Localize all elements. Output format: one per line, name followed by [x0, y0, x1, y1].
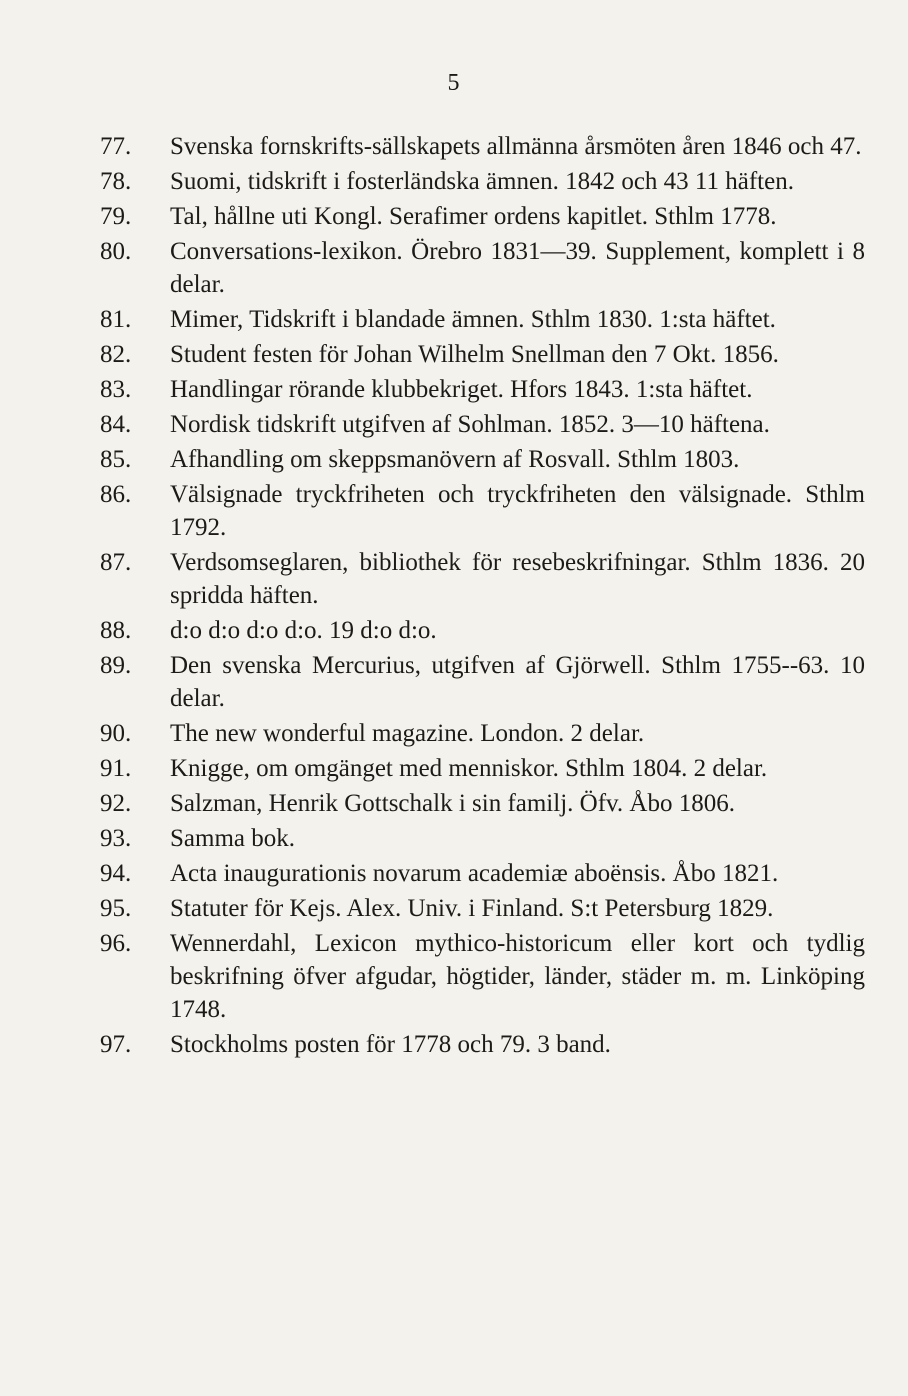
entry-text: Nordisk tidskrift utgifven af Sohlman. 1852. 3—10 häftena. — [170, 411, 770, 438]
entry-text: Verdsomseglaren, bibliothek för resebeskrifningar. Sthlm 1836. 20 spridda häften. — [170, 549, 865, 609]
entry-number: 89. — [100, 652, 132, 679]
entry-number: 81. — [100, 306, 132, 333]
catalog-entry — [100, 892, 865, 925]
catalog-entry — [100, 478, 865, 544]
entry-text: Conversations-lexikon. Örebro 1831—39. Supplement, komplett i 8 delar. — [170, 238, 865, 298]
catalog-entry — [100, 408, 865, 441]
catalog-entry — [100, 857, 865, 890]
catalog-entry — [100, 614, 865, 647]
catalog-entry — [100, 546, 865, 612]
entry-text: Tal, hållne uti Kongl. Serafimer ordens kapitlet. Sthlm 1778. — [170, 203, 777, 230]
entry-text: Afhandling om skeppsmanövern af Rosvall. Sthlm 1803. — [170, 446, 740, 473]
entry-number: 95. — [100, 895, 132, 922]
catalog-entry — [100, 373, 865, 406]
entry-number: 94. — [100, 860, 132, 887]
entry-number: 87. — [100, 549, 132, 576]
entry-number: 83. — [100, 376, 132, 403]
entry-number: 77. — [100, 133, 132, 160]
catalog-entry — [100, 752, 865, 785]
entry-number: 82. — [100, 341, 132, 368]
entry-text: Stockholms posten för 1778 och 79. 3 band. — [170, 1031, 611, 1058]
catalog-entry — [100, 787, 865, 820]
catalog-entry — [100, 338, 865, 371]
entry-number: 88. — [100, 617, 132, 644]
entry-text: Svenska fornskrifts-sällskapets allmänna årsmöten åren 1846 och 47. — [170, 133, 862, 160]
catalog-entry — [100, 443, 865, 476]
entry-text: The new wonderful magazine. London. 2 delar. — [170, 720, 645, 747]
entry-text: Suomi, tidskrift i fosterländska ämnen. 1842 och 43 11 häften. — [170, 168, 794, 195]
entry-text: Acta inaugurationis novarum academiæ aboënsis. Åbo 1821. — [170, 860, 779, 887]
entry-text: Handlingar rörande klubbekriget. Hfors 1843. 1:sta häftet. — [170, 376, 753, 403]
entry-number: 79. — [100, 203, 132, 230]
entry-text: Salzman, Henrik Gottschalk i sin familj. Öfv. Åbo 1806. — [170, 790, 735, 817]
catalog-entry — [100, 822, 865, 855]
entry-number: 90. — [100, 720, 132, 747]
entry-text: Den svenska Mercurius, utgifven af Gjörwell. Sthlm 1755--63. 10 delar. — [170, 652, 865, 712]
entry-number: 91. — [100, 755, 132, 782]
entry-text: Mimer, Tidskrift i blandade ämnen. Sthlm 1830. 1:sta häftet. — [170, 306, 776, 333]
entry-text: Samma bok. — [170, 825, 295, 852]
page-number: 5 — [447, 70, 461, 96]
entry-text: Statuter för Kejs. Alex. Univ. i Finland. S:t Petersburg 1829. — [170, 895, 774, 922]
catalog-entry — [100, 235, 865, 301]
catalog-entry — [100, 927, 865, 1026]
entry-text: Student festen för Johan Wilhelm Snellman den 7 Okt. 1856. — [170, 341, 779, 368]
entry-text: Knigge, om omgänget med menniskor. Sthlm 1804. 2 delar. — [170, 755, 768, 782]
entry-number: 86. — [100, 481, 132, 508]
entry-text: Välsignade tryckfriheten och tryckfriheten den välsignade. Sthlm 1792. — [170, 481, 865, 541]
entry-text: d:o d:o d:o d:o. 19 d:o d:o. — [170, 617, 437, 644]
catalog-entry — [100, 303, 865, 336]
entry-number: 93. — [100, 825, 132, 852]
entry-number: 97. — [100, 1031, 132, 1058]
entry-text: Wennerdahl, Lexicon mythico-historicum eller kort och tydlig beskrifning öfver afgudar, högtider, länder, städer m. m. Linköping 1748. — [170, 930, 865, 1023]
entry-number: 80. — [100, 238, 132, 265]
entry-number: 85. — [100, 446, 132, 473]
catalog-entry — [100, 130, 865, 163]
catalog-entry — [100, 200, 865, 233]
entry-number: 78. — [100, 168, 132, 195]
entry-number: 84. — [100, 411, 132, 438]
catalog-entries — [100, 130, 865, 1063]
catalog-entry — [100, 1028, 865, 1061]
entry-number: 92. — [100, 790, 132, 817]
entry-number: 96. — [100, 930, 132, 957]
catalog-entry — [100, 649, 865, 715]
catalog-entry — [100, 717, 865, 750]
catalog-entry — [100, 165, 865, 198]
